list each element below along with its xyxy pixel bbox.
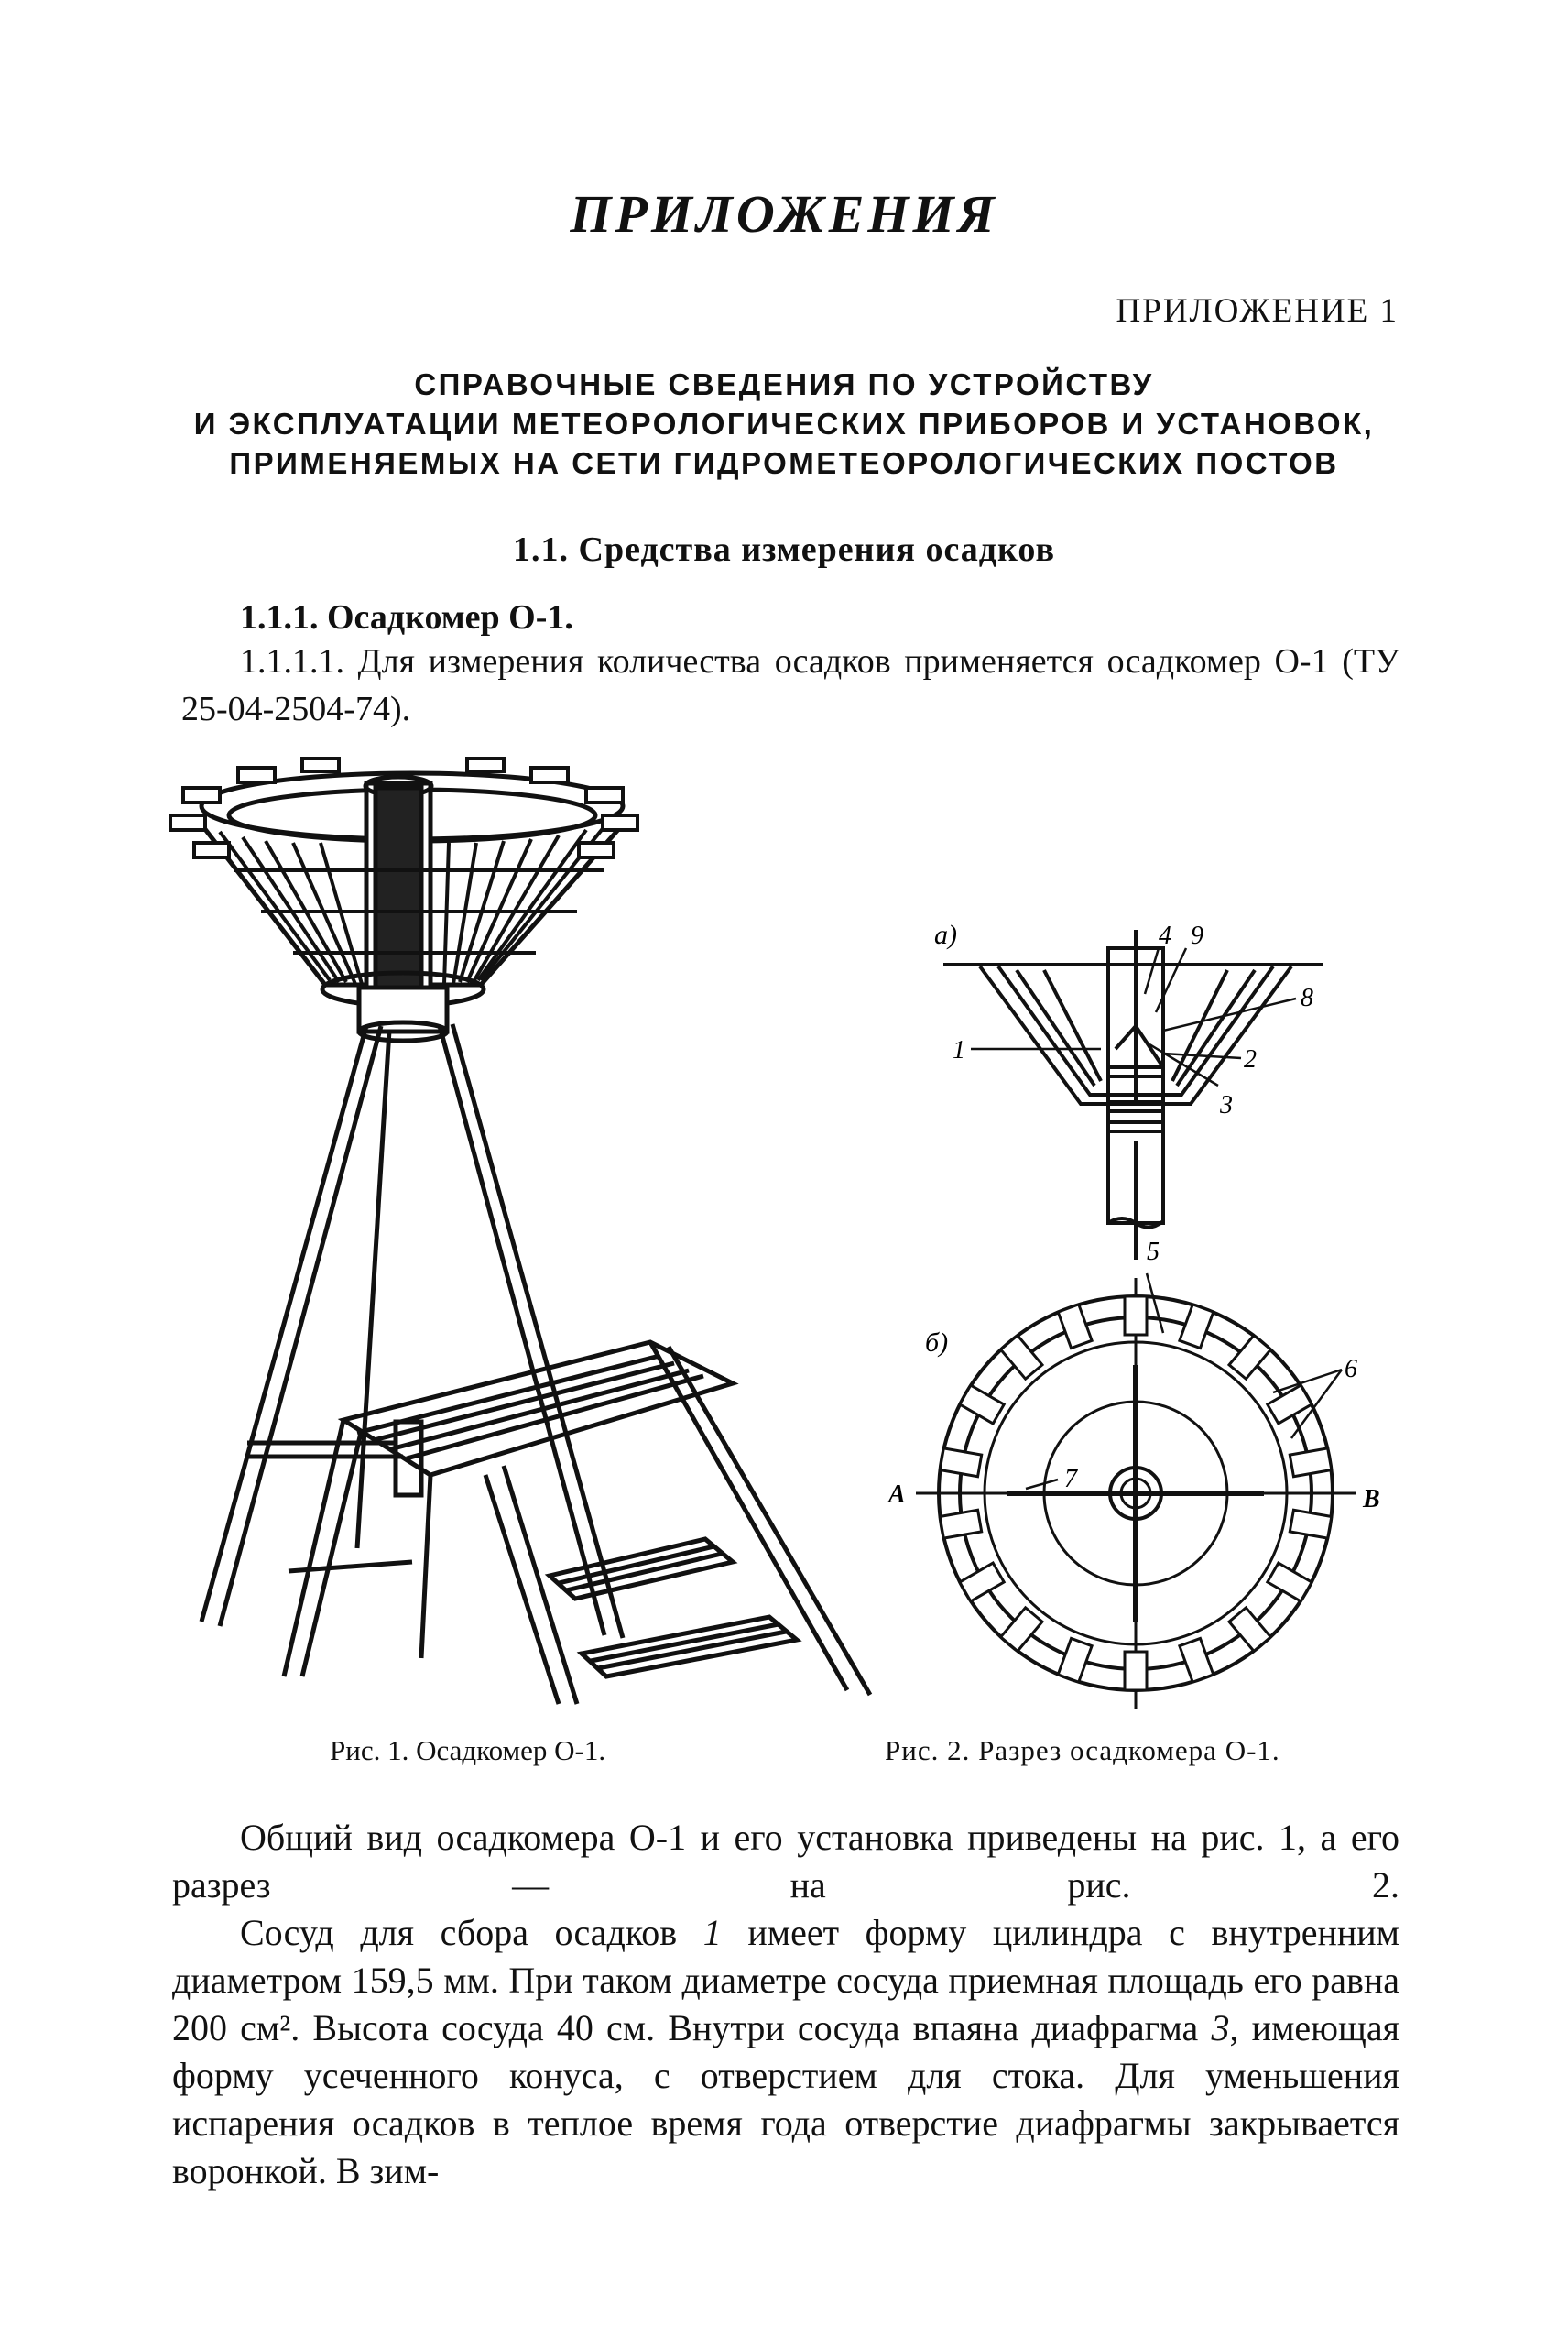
p2-ref-3: 3 [1211,2007,1230,2048]
section-a-drawing [943,930,1323,1260]
appendix-heading [165,365,1403,483]
p2-part-3: , имеющая форму усеченного конуса, с отверстием для стока. Для уменьшения испарения осадков в теплое время года отверстие диафрагмы закрывается воронкой. В зим- [172,2007,1399,2191]
heading-line-1: СПРАВОЧНЫЕ СВЕДЕНИЯ ПО УСТРОЙСТВУ [414,367,1154,401]
label-2: 2 [1244,1045,1257,1074]
label-3: 3 [1220,1091,1233,1119]
page-title: ПРИЛОЖЕНИЯ [570,184,998,244]
p2-part-1: Сосуд для сбора осадков [240,1912,703,1953]
label-b: б) [925,1327,949,1358]
heading-line-3: ПРИМЕНЯЕМЫХ НА СЕТИ ГИДРОМЕТЕОРОЛОГИЧЕСКИХ ПОСТОВ [229,446,1339,480]
label-6: 6 [1345,1355,1357,1383]
heading-line-2: И ЭКСПЛУАТАЦИИ МЕТЕОРОЛОГИЧЕСКИХ ПРИБОРОВ И УСТАНОВОК, [193,407,1375,441]
gauge-funnel [201,773,623,1041]
figure-1-caption: Рис. 1. Осадкомер О-1. [330,1734,606,1766]
figure-2-caption: Рис. 2. Разрез осадкомера О-1. [885,1734,1280,1766]
label-a: а) [934,920,957,950]
section-b-drawing [916,1278,1356,1709]
tripod [201,1024,623,1638]
p2-ref-1: 1 [702,1912,722,1953]
body-paragraph-2 [172,1909,1399,2195]
label-4: 4 [1159,922,1171,950]
label-7: 7 [1064,1465,1077,1493]
p2-part-2: имеет форму цилиндра с внутренним диаметром 159,5 мм. При таком диаметре сосуда приемная площадь его равна 200 см². Высота сосуда 40 см. Внутри сосуда впаяна диафрагма [172,1912,1399,2048]
figure-1-rain-gauge [165,751,879,1722]
label-1: 1 [953,1036,965,1065]
section-heading: 1.1. Средства измерения осадков [513,530,1055,569]
figure-2-section [861,893,1429,1718]
label-B: В [1363,1485,1380,1513]
label-9: 9 [1191,922,1203,950]
clause-text: 1.1.1.1. Для измерения количества осадков применяется осадкомер О-1 (ТУ 25-04-2504-74). [181,642,1399,728]
step-ladder [284,1342,870,1704]
clause-paragraph [181,638,1399,733]
body-text [172,1814,1399,2195]
label-A: А [888,1480,906,1509]
label-8: 8 [1301,984,1313,1012]
body-paragraph-1: Общий вид осадкомера О-1 и его установка приведены на рис. 1, а его разрез — на рис. 2. [172,1817,1399,1906]
appendix-number: ПРИЛОЖЕНИЕ 1 [1116,292,1399,330]
subsection-heading: 1.1.1. Осадкомер О-1. [240,598,573,637]
label-5: 5 [1147,1238,1160,1266]
